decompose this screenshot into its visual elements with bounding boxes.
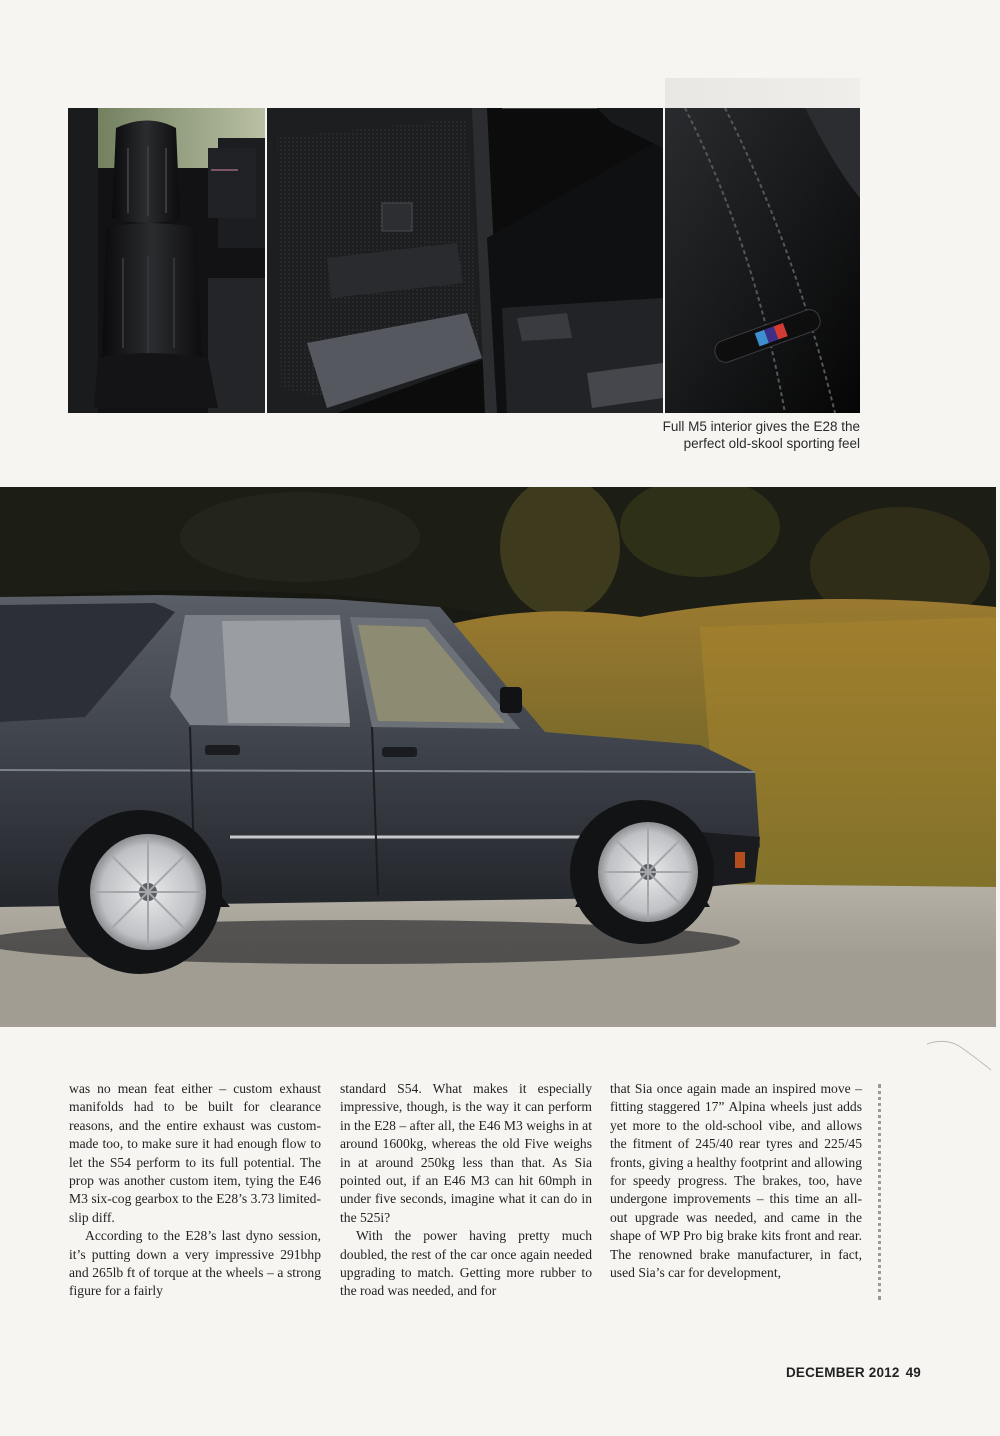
caption-line-1: Full M5 interior gives the E28 the xyxy=(662,419,860,434)
col2-paragraph-1: standard S54. What makes it especially impressive, though, is the way it can perform in the E28 – after all, the E46 M3 weighs in at around 1600kg, whereas the old Five weighs in at around 250kg less than that. As Sia pointed out, if an E46 M3 can hit 60mph in under five seconds, imagine what it can do in the 525i? xyxy=(340,1081,592,1225)
col1-paragraph-1: was no mean feat either – custom exhaust manifolds had to be built for clearance reasons, and the entire exhaust was custom-made too, to make sure it had enough flow to let the S54 perform to its full potential. The prop was another custom item, tying the E46 M3 six-cog gearbox to the E28’s 3.73 limited-slip diff. xyxy=(69,1081,321,1225)
issue-date: DECEMBER 2012 xyxy=(785,1365,900,1380)
page-number: 49 xyxy=(905,1365,921,1380)
page-footer xyxy=(786,1365,921,1380)
margin-scribble xyxy=(925,1036,995,1076)
article-column-3 xyxy=(610,1080,862,1282)
col1-paragraph-2: According to the E28’s last dyno session, it’s putting down a very impressive 291bhp and 265lb ft of torque at the wheels – a strong figure for a fairly xyxy=(69,1228,321,1299)
col2-paragraph-2: With the power having pretty much doubled, the rest of the car once again needed upgrading to match. Getting more rubber to the road was needed, and for xyxy=(340,1228,592,1299)
seat-stripe-detail-photo xyxy=(665,108,860,413)
dotted-column-rule xyxy=(878,1084,881,1300)
header-ghost-band xyxy=(665,78,860,108)
seat-interior-photo xyxy=(68,108,265,413)
photo-caption xyxy=(560,418,860,452)
car-photo xyxy=(0,487,996,1027)
door-interior-photo xyxy=(267,108,663,413)
article-column-1 xyxy=(69,1080,321,1301)
caption-line-2: perfect old-skool sporting feel xyxy=(683,436,860,451)
col3-paragraph-1: that Sia once again made an inspired move – fitting staggered 17” Alpina wheels just adds yet more to the old-school vibe, and allows the fitment of 245/40 rear tyres and 225/45 fronts, giving a healthy footprint and allowing for speedy progress. The brakes, too, have undergone improvements – this time an all-out upgrade was needed, and came in the shape of WP Pro big brake kits front and rear. The renowned brake manufacturer, in fact, used Sia’s car for development, xyxy=(610,1081,862,1281)
article-column-2 xyxy=(340,1080,592,1301)
